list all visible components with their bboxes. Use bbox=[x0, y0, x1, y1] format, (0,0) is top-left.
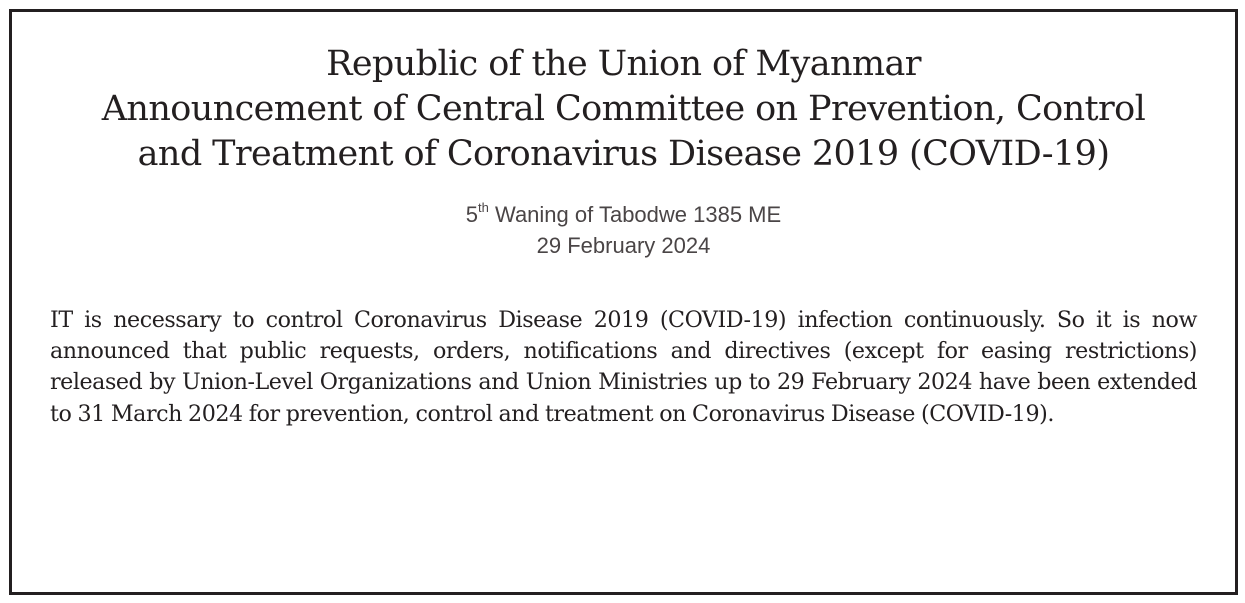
gregorian-date: 29 February 2024 bbox=[536, 233, 711, 258]
heading-line-committee: Announcement of Central Committee on Prevention, Control bbox=[101, 89, 1146, 129]
announcement-heading bbox=[12, 42, 1235, 177]
announcement-body: IT is necessary to control Coronavirus Disease 2019 (COVID-19) infection continuously. So it is now announced that public requests, orders, notifications and directives (except for easing restrictions) released by Union-Level Organizations and Union Ministries up to 29 February 2024 have been extended to 31 March 2024 for prevention, control and treatment on Coronavirus Disease (COVID-19). bbox=[50, 307, 1197, 427]
date-block bbox=[12, 199, 1235, 261]
heading-line-country: Republic of the Union of Myanmar bbox=[326, 44, 921, 84]
announcement-frame bbox=[9, 9, 1238, 595]
heading-line-subject: and Treatment of Coronavirus Disease 2019 (COVID-19) bbox=[137, 134, 1110, 174]
myanmar-date-rest: Waning of Tabodwe 1385 ME bbox=[488, 202, 782, 227]
myanmar-date bbox=[12, 199, 1235, 230]
myanmar-date-day: 5 bbox=[465, 202, 479, 227]
myanmar-date-suffix: th bbox=[478, 199, 489, 215]
